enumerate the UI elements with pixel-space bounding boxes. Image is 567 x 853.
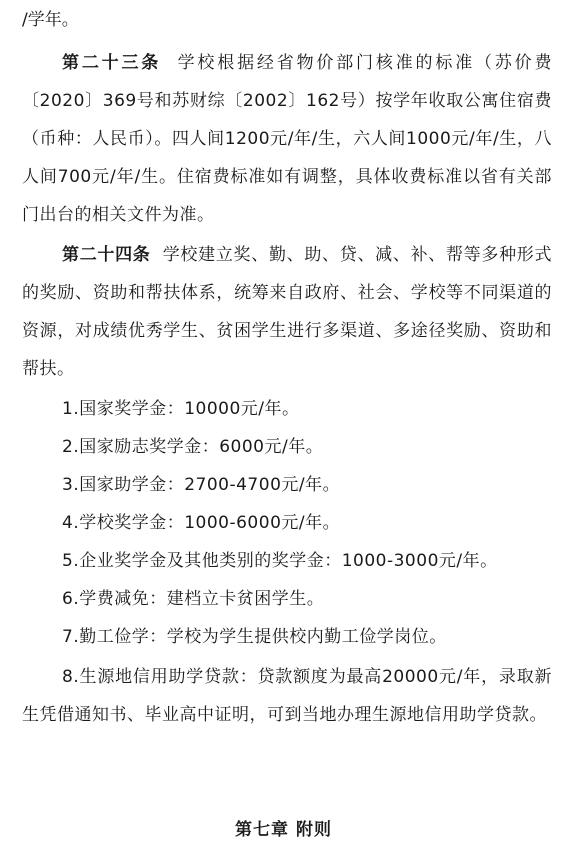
list-item: 1.国家奖学金：10000元/年。 xyxy=(62,399,300,419)
article-23 xyxy=(22,44,552,234)
list-item: 6.学费减免：建档立卡贫困学生。 xyxy=(62,589,325,609)
continued-text: /学年。 xyxy=(22,10,79,30)
article-24-heading: 第二十四条 xyxy=(62,245,151,265)
article-24 xyxy=(22,236,552,388)
list-item: 5.企业奖学金及其他类别的奖学金：1000-3000元/年。 xyxy=(62,551,498,571)
list-item: 3.国家助学金：2700-4700元/年。 xyxy=(62,475,341,495)
list-item-8: 8.生源地信用助学贷款：贷款额度为最高20000元/年，录取新生凭借通知书、毕业高中证明，可到当地办理生源地信用助学贷款。 xyxy=(22,667,552,725)
article-23-heading: 第二十三条 xyxy=(62,53,162,73)
list-item: 7.勤工俭学：学校为学生提供校内勤工俭学岗位。 xyxy=(62,627,447,647)
list-item: 4.学校奖学金：1000-6000元/年。 xyxy=(62,513,341,533)
list-item: 2.国家励志奖学金：6000元/年。 xyxy=(62,437,324,457)
article-24-body: 学校建立奖、勤、助、贷、减、补、帮等多种形式的奖励、资助和帮扶体系，统筹来自政府、社会、学校等不同渠道的资源，对成绩优秀学生、贫困学生进行多渠道、多途径奖励、资助和帮扶。 xyxy=(22,245,552,379)
chapter-title: 第七章 附则 xyxy=(235,820,332,840)
article-23-body: 学校根据经省物价部门核准的标准（苏价费〔2020〕369号和苏财综〔2002〕162号）按学年收取公寓住宿费（币种：人民币）。四人间1200元/年/生，六人间1000元/年/生，八人间700元/年/生。住宿费标准如有调整，具体收费标准以省有关部门出台的相关文件为准。 xyxy=(22,53,553,225)
